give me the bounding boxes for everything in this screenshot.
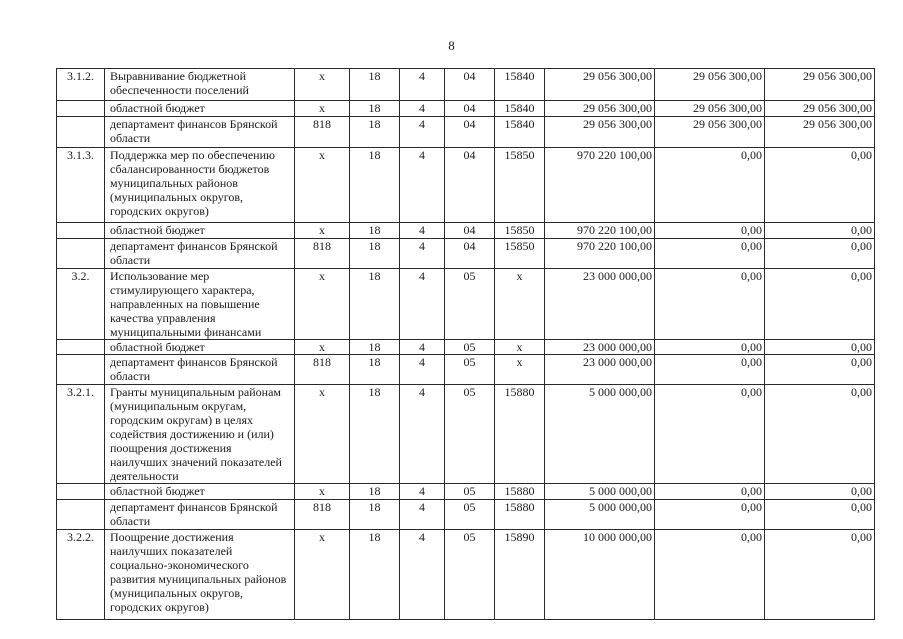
code-ministry: х [295,530,350,620]
row-name: Поддержка мер по обеспечению сбалансированности бюджетов муниципальных районов (муниципальных округов, городских округов) [105,148,295,223]
amount-year-1: 23 000 000,00 [545,269,655,340]
code-event: 05 [445,340,495,355]
code-ministry: 818 [295,239,350,269]
amount-year-3: 0,00 [765,385,875,484]
code-direction: 15880 [495,484,545,500]
amount-year-2: 29 056 300,00 [655,117,765,148]
code-ministry: х [295,69,350,101]
code-program: 18 [350,223,400,239]
code-direction: 15850 [495,148,545,223]
code-program: 18 [350,340,400,355]
amount-year-2: 0,00 [655,223,765,239]
code-ministry: х [295,148,350,223]
amount-year-1: 5 000 000,00 [545,500,655,530]
table-row [57,101,875,117]
amount-year-3: 0,00 [765,148,875,223]
amount-year-3: 0,00 [765,355,875,385]
code-ministry: 818 [295,117,350,148]
code-direction: х [495,340,545,355]
amount-year-1: 23 000 000,00 [545,340,655,355]
code-event: 04 [445,117,495,148]
code-program: 18 [350,385,400,484]
code-event: 05 [445,484,495,500]
code-program: 18 [350,355,400,385]
table-row [57,500,875,530]
code-direction: 15850 [495,223,545,239]
amount-year-2: 0,00 [655,385,765,484]
code-subprogram: 4 [400,500,445,530]
code-event: 04 [445,239,495,269]
table-row [57,340,875,355]
row-name: областной бюджет [105,223,295,239]
table-row [57,239,875,269]
table-body [57,69,875,620]
row-name: департамент финансов Брянской области [105,355,295,385]
amount-year-1: 970 220 100,00 [545,148,655,223]
amount-year-1: 29 056 300,00 [545,101,655,117]
amount-year-2: 0,00 [655,484,765,500]
row-number [57,101,105,117]
code-event: 04 [445,69,495,101]
row-number [57,484,105,500]
amount-year-2: 0,00 [655,530,765,620]
row-name: Поощрение достижения наилучших показателей социально-экономического развития муниципальных районов (муниципальных округов, городских округов) [105,530,295,620]
amount-year-1: 5 000 000,00 [545,484,655,500]
amount-year-2: 29 056 300,00 [655,101,765,117]
code-direction: 15880 [495,385,545,484]
code-ministry: х [295,385,350,484]
row-name: областной бюджет [105,101,295,117]
code-ministry: х [295,223,350,239]
code-direction: 15840 [495,101,545,117]
table-row [57,530,875,620]
row-name: департамент финансов Брянской области [105,239,295,269]
code-direction: 15880 [495,500,545,530]
code-subprogram: 4 [400,69,445,101]
code-subprogram: 4 [400,239,445,269]
row-number [57,500,105,530]
code-program: 18 [350,101,400,117]
code-direction: 15850 [495,239,545,269]
amount-year-3: 0,00 [765,500,875,530]
code-ministry: х [295,340,350,355]
code-ministry: х [295,484,350,500]
code-subprogram: 4 [400,101,445,117]
row-name: Использование мер стимулирующего характера, направленных на повышение качества управления муниципальными финансами [105,269,295,340]
code-direction: 15840 [495,69,545,101]
code-event: 05 [445,355,495,385]
code-event: 05 [445,385,495,484]
table-row [57,117,875,148]
table-row [57,223,875,239]
amount-year-3: 0,00 [765,223,875,239]
code-program: 18 [350,269,400,340]
code-direction: х [495,355,545,385]
row-number: 3.1.3. [57,148,105,223]
table-row [57,385,875,484]
amount-year-1: 29 056 300,00 [545,69,655,101]
amount-year-3: 29 056 300,00 [765,101,875,117]
amount-year-2: 0,00 [655,269,765,340]
row-name: Гранты муниципальным районам (муниципальным округам, городским округам) в целях содействия достижению и (или) поощрения достижения наилучших значений показателей деятельности [105,385,295,484]
code-subprogram: 4 [400,530,445,620]
amount-year-1: 29 056 300,00 [545,117,655,148]
code-ministry: 818 [295,500,350,530]
code-subprogram: 4 [400,484,445,500]
amount-year-3: 29 056 300,00 [765,117,875,148]
amount-year-1: 23 000 000,00 [545,355,655,385]
amount-year-2: 0,00 [655,239,765,269]
code-event: 05 [445,530,495,620]
code-program: 18 [350,69,400,101]
code-subprogram: 4 [400,269,445,340]
code-program: 18 [350,484,400,500]
row-number [57,340,105,355]
amount-year-3: 0,00 [765,269,875,340]
amount-year-2: 0,00 [655,355,765,385]
code-event: 04 [445,223,495,239]
amount-year-2: 29 056 300,00 [655,69,765,101]
row-name: областной бюджет [105,340,295,355]
code-subprogram: 4 [400,355,445,385]
row-name: департамент финансов Брянской области [105,500,295,530]
amount-year-2: 0,00 [655,500,765,530]
code-subprogram: 4 [400,340,445,355]
row-name: Выравнивание бюджетной обеспеченности поселений [105,69,295,101]
code-program: 18 [350,500,400,530]
code-event: 04 [445,101,495,117]
row-number: 3.2.1. [57,385,105,484]
code-program: 18 [350,530,400,620]
code-event: 05 [445,269,495,340]
amount-year-3: 29 056 300,00 [765,69,875,101]
row-name: областной бюджет [105,484,295,500]
row-number [57,223,105,239]
amount-year-1: 10 000 000,00 [545,530,655,620]
table-row [57,148,875,223]
code-ministry: 818 [295,355,350,385]
table-row [57,355,875,385]
code-event: 05 [445,500,495,530]
code-direction: 15840 [495,117,545,148]
code-program: 18 [350,117,400,148]
table-row [57,269,875,340]
row-number: 3.2. [57,269,105,340]
code-subprogram: 4 [400,385,445,484]
table-row [57,484,875,500]
code-direction: 15890 [495,530,545,620]
row-number: 3.1.2. [57,69,105,101]
row-number [57,239,105,269]
amount-year-1: 5 000 000,00 [545,385,655,484]
table-row [57,69,875,101]
page-number: 8 [448,38,455,53]
amount-year-2: 0,00 [655,340,765,355]
row-number: 3.2.2. [57,530,105,620]
code-ministry: х [295,269,350,340]
code-program: 18 [350,148,400,223]
row-name: департамент финансов Брянской области [105,117,295,148]
code-subprogram: 4 [400,148,445,223]
amount-year-1: 970 220 100,00 [545,239,655,269]
budget-table [56,68,875,620]
amount-year-3: 0,00 [765,340,875,355]
row-number [57,117,105,148]
amount-year-2: 0,00 [655,148,765,223]
code-event: 04 [445,148,495,223]
code-ministry: х [295,101,350,117]
amount-year-3: 0,00 [765,239,875,269]
amount-year-3: 0,00 [765,484,875,500]
code-subprogram: 4 [400,223,445,239]
amount-year-1: 970 220 100,00 [545,223,655,239]
row-number [57,355,105,385]
amount-year-3: 0,00 [765,530,875,620]
code-direction: х [495,269,545,340]
code-subprogram: 4 [400,117,445,148]
code-program: 18 [350,239,400,269]
